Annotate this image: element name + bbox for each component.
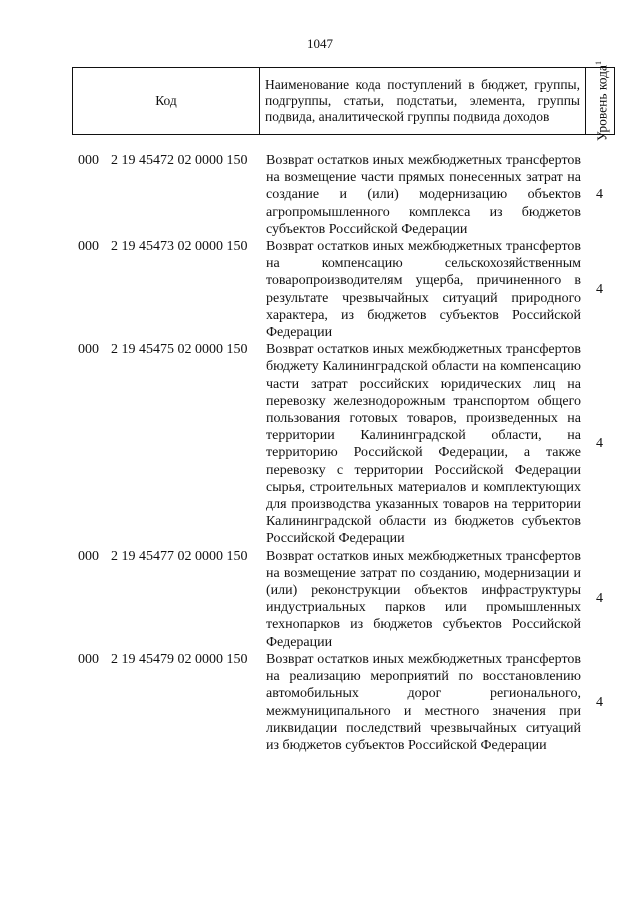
- header-level: [592, 61, 609, 141]
- row-level: 4: [596, 591, 603, 607]
- row-level: 4: [596, 436, 603, 452]
- table-row: [0, 238, 640, 341]
- table-row: [0, 548, 640, 651]
- row-admin-code: 000: [78, 239, 99, 255]
- header-level-cell: [586, 60, 615, 142]
- row-level: 4: [596, 694, 603, 710]
- row-income-code: 2 19 45477 02 0000 150: [111, 548, 248, 564]
- row-income-code: 2 19 45473 02 0000 150: [111, 239, 248, 255]
- row-admin-code: 000: [78, 651, 99, 667]
- table-row: [0, 341, 640, 547]
- row-income-code: 2 19 45475 02 0000 150: [111, 342, 248, 358]
- row-name: Возврат остатков иных межбюджетных трансфертов на реализацию мероприятий по восстановлению автомобильных дорог регионального, межмуниципального и местного значения при ликвидации последствий чрезвычайных ситуаций из бюджетов субъектов Российской Федерации: [266, 651, 581, 753]
- header-name: Наименование кода поступлений в бюджет, группы, подгруппы, статьи, подстатьи, элемента, группы подвида, аналитической группы подвида доходов: [260, 68, 586, 135]
- row-level: 4: [596, 281, 603, 297]
- header-level-text: Уровень кода: [594, 64, 610, 142]
- row-name: Возврат остатков иных межбюджетных трансфертов бюджету Калининградской области на компенсацию части затрат российских юридических лиц на перевозку железнодорожным транспортом общего пользования готовых товаров, произведенных на территории Калининградской области, на территорию Российской Федерации, а также перевозку с территории Российской Федерации сырья, строительных материалов и комплектующих для производства указанных товаров на территории Калининградской области из бюджетов субъектов Российской Федерации: [266, 342, 581, 547]
- row-income-code: 2 19 45479 02 0000 150: [111, 651, 248, 667]
- row-admin-code: 000: [78, 342, 99, 358]
- header-code: Код: [73, 68, 260, 135]
- row-level: 4: [596, 187, 603, 202]
- row-admin-code: 000: [78, 548, 99, 564]
- row-income-code: 2 19 45472 02 0000 150: [111, 153, 248, 168]
- page-number: 1047: [307, 36, 333, 51]
- row-admin-code: 000: [78, 153, 99, 168]
- row-name: Возврат остатков иных межбюджетных трансфертов на возмещение затрат по созданию, модернизации и (или) реконструкции объектов инфраструктуры индустриальных парков или промышленных технопарков из бюджетов субъектов Российской Федерации: [266, 548, 581, 650]
- table-row: [0, 651, 640, 754]
- table-body: [0, 152, 640, 754]
- table-row: [0, 152, 640, 238]
- row-name: Возврат остатков иных межбюджетных трансфертов на компенсацию сельскохозяйственным товаропроизводителям ущерба, причиненного в результате чрезвычайных ситуаций природного характера, из бюджетов субъектов Российской Федерации: [266, 239, 581, 341]
- table-header: [72, 60, 615, 142]
- row-name: Возврат остатков иных межбюджетных трансфертов на возмещение части прямых понесенных затрат на создание и (или) модернизацию объектов агропромышленного комплекса из бюджетов субъектов Российской Федерации: [266, 153, 581, 237]
- header-level-footnote: 1: [593, 60, 603, 65]
